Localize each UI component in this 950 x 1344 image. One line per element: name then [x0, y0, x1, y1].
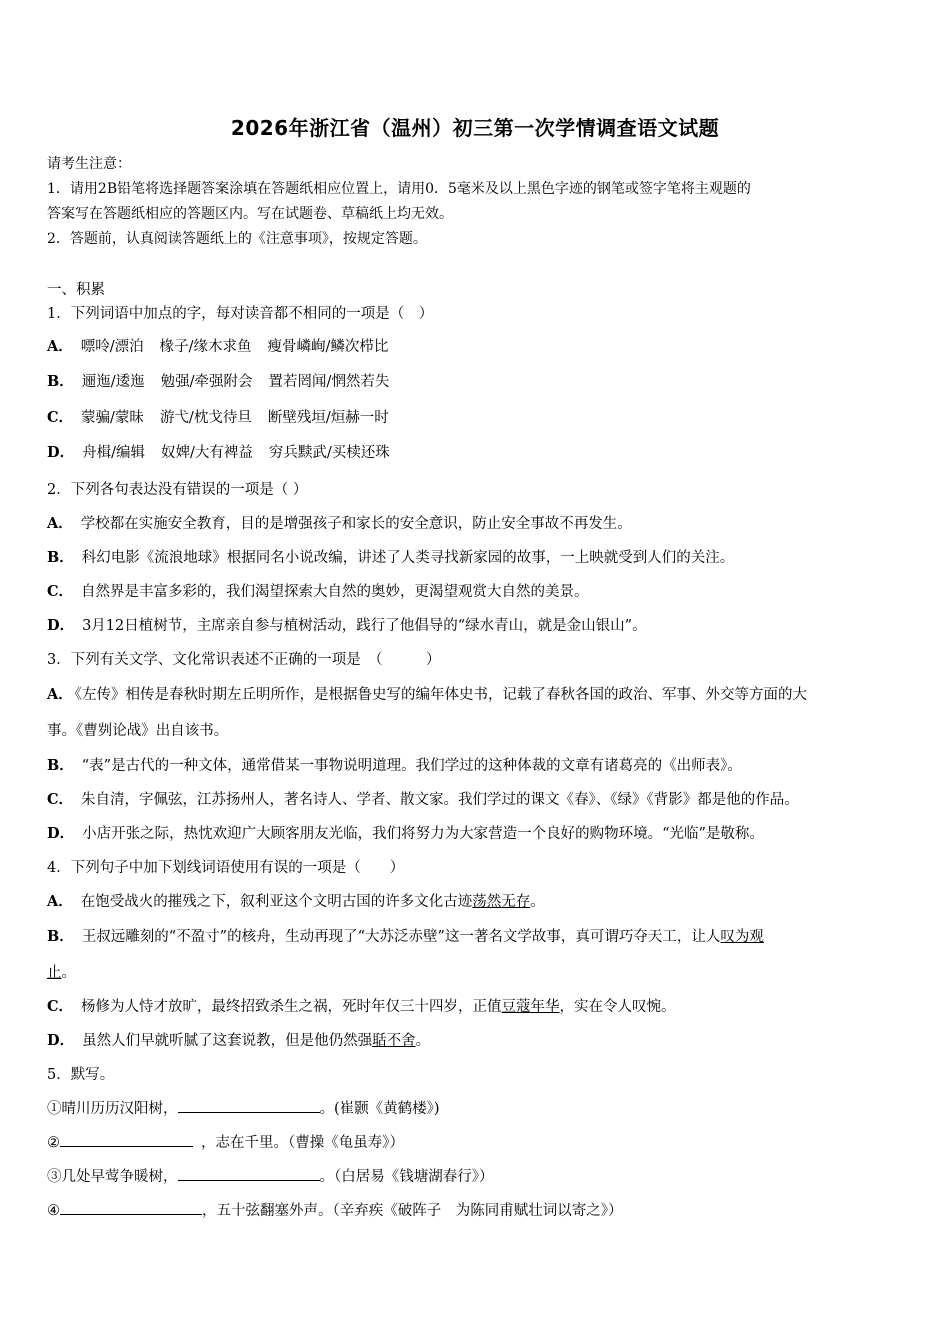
notice-line-1b: 答案写在答题纸相应的答题区内。写在试题卷、草稿纸上均无效。: [47, 206, 453, 222]
dictation-suffix: 。（白居易《钱塘湖春行》）: [319, 1169, 494, 1185]
option-letter: B．: [47, 757, 74, 774]
option-text: 小店开张之际，热忱欢迎广大顾客朋友光临，我们将努力为大家营造一个良好的购物环境。“光临”是敬称。: [82, 826, 764, 842]
answer-blank[interactable]: [60, 1200, 202, 1215]
q3-option-a: [47, 683, 807, 704]
option-part: 穷兵黩武/买椟还珠: [268, 445, 390, 461]
q3-stem: 3．下列有关文学、文化常识表述不正确的一项是 （ ）: [47, 652, 441, 668]
dictation-suffix: ，五十弦翻塞外声。（辛弃疾《破阵子 为陈同甫赋壮词以寄之》）: [202, 1203, 623, 1219]
option-letter: C．: [47, 998, 74, 1015]
dictation-prefix: ④: [47, 1203, 60, 1219]
q1-option-d: [47, 441, 390, 462]
option-letter: B．: [47, 549, 74, 566]
page-title: 2026年浙江省（温州）初三第一次学情调查语文试题: [230, 116, 720, 140]
option-letter: D．: [47, 444, 75, 461]
option-part: 蒙骗/蒙昧: [81, 410, 144, 426]
q2-stem: 2．下列各句表达没有错误的一项是（ ）: [47, 482, 308, 498]
option-part: 置若罔闻/惘然若失: [268, 374, 390, 390]
q5-item-1: [47, 1097, 440, 1118]
option-text: ，实在令人叹惋。: [559, 999, 676, 1015]
option-text: 朱自清，字佩弦，江苏扬州人，著名诗人、学者、散文家。我们学过的课文《春》、《绿》《背影》都是他的作品。: [81, 792, 799, 808]
option-text: 《左传》相传是春秋时期左丘明所作，是根据鲁史写的编年体史书，记载了春秋各国的政治、军事、外交等方面的大: [74, 687, 808, 703]
dictation-prefix: ③几处早莺争暖树，: [47, 1169, 178, 1185]
option-text: 。: [61, 965, 76, 981]
q3-option-b: [47, 754, 742, 775]
option-text: 。: [530, 894, 545, 910]
option-text: 自然界是丰富多彩的，我们渴望探索大自然的奥妙，更渴望观赏大自然的美景。: [81, 584, 589, 600]
q4-option-b: [47, 925, 764, 946]
option-letter: B．: [47, 373, 74, 390]
option-letter: A．: [47, 893, 73, 910]
q1-stem: 1．下列词语中加点的字，每对读音都不相同的一项是（ ）: [47, 306, 434, 322]
q2-option-c: [47, 580, 589, 601]
option-letter: A．: [47, 686, 73, 703]
option-letter: C．: [47, 791, 74, 808]
option-text: 3月12日植树节，主席亲自参与植树活动，践行了他倡导的“绿水青山，就是金山银山”。: [82, 618, 647, 634]
option-part: 奴婢/大有裨益: [160, 445, 253, 461]
option-letter: D．: [47, 825, 75, 842]
answer-blank[interactable]: [60, 1132, 193, 1147]
option-text: 学校都在实施安全教育，目的是增强孩子和家长的安全意识，防止安全事故不再发生。: [80, 516, 632, 532]
option-letter: C．: [47, 583, 74, 600]
option-letter: C．: [47, 409, 74, 426]
option-part: 勉强/牵强附会: [160, 374, 253, 390]
dictation-prefix: ②: [47, 1135, 60, 1151]
section-heading: 一、积累: [47, 282, 105, 298]
underlined-term: 荡然无存: [472, 894, 531, 910]
option-letter: D．: [47, 617, 75, 634]
q3-option-d: [47, 822, 764, 843]
q4-option-c: [47, 995, 676, 1016]
dictation-suffix: ，志在千里。（曹操《龟虽寿》）: [201, 1135, 404, 1151]
option-text: 杨修为人恃才放旷，最终招致杀生之祸，死时年仅三十四岁，正值: [81, 999, 502, 1015]
q2-option-b: [47, 546, 734, 567]
option-part: 逦迤/逶迤: [81, 374, 145, 390]
q4-option-b-cont: [47, 961, 76, 982]
q5-item-2: [47, 1131, 404, 1152]
underlined-term: 止: [47, 965, 62, 981]
underlined-term: 叹为观: [720, 929, 764, 945]
q2-option-d: [47, 614, 647, 635]
q1-option-c: [47, 406, 389, 427]
dictation-prefix: ①晴川历历汉阳树，: [47, 1101, 178, 1117]
q4-stem: 4．下列句子中加下划线词语使用有误的一项是（ ）: [47, 860, 405, 876]
q1-option-b: [47, 370, 389, 391]
notice-line-2: 2．答题前，认真阅读答题纸上的《注意事项》，按规定答题。: [47, 231, 427, 247]
q5-item-4: [47, 1199, 623, 1220]
notice-heading: 请考生注意：: [47, 156, 131, 172]
option-text: 在饱受战火的摧残之下，叙利亚这个文明古国的许多文化古迹: [80, 894, 473, 910]
option-part: 椽子/缘木求鱼: [159, 339, 252, 355]
option-letter: D．: [47, 1032, 75, 1049]
q3-option-a-cont: 事。《曹刿论战》出自该书。: [47, 723, 229, 739]
q4-option-a: [47, 890, 545, 911]
q5-item-3: [47, 1165, 494, 1186]
notice-line-1a: 1．请用2B铅笔将选择题答案涂填在答题纸相应位置上，请用0．5毫米及以上黑色字迹的钢笔或签字笔将主观题的: [47, 181, 751, 197]
option-part: 游弋/枕戈待旦: [159, 410, 252, 426]
option-part: 嘌呤/漂泊: [80, 339, 144, 355]
option-text: 王叔远雕刻的“不盈寸”的核舟，生动再现了“大苏泛赤壁”这一著名文学故事，真可谓巧夺天工，让人: [81, 929, 721, 945]
option-text: 科幻电影《流浪地球》根据同名小说改编，讲述了人类寻找新家园的故事，一上映就受到人们的关注。: [81, 550, 735, 566]
q4-option-d: [47, 1029, 430, 1050]
option-letter: A．: [47, 338, 73, 355]
option-part: 瘦骨嶙峋/鳞次栉比: [267, 339, 389, 355]
option-letter: A．: [47, 515, 73, 532]
option-text: “表”是古代的一种文体，通常借某一事物说明道理。我们学过的这种体裁的文章有诸葛亮的《出师表》。: [81, 758, 742, 774]
q3-option-c: [47, 788, 799, 809]
q5-stem: 5．默写。: [47, 1067, 115, 1083]
option-letter: B．: [47, 928, 74, 945]
underlined-term: 聒不舍: [372, 1033, 416, 1049]
option-text: 。: [415, 1033, 431, 1049]
q1-option-a: [47, 335, 388, 356]
answer-blank[interactable]: [178, 1166, 320, 1181]
option-part: 舟楫/编辑: [82, 445, 145, 461]
q2-option-a: [47, 512, 632, 533]
option-text: 虽然人们早就听腻了这套说教，但是他仍然强: [82, 1033, 373, 1049]
option-part: 断壁残垣/烜赫一时: [267, 410, 389, 426]
underlined-term: 豆蔻年华: [501, 999, 560, 1015]
dictation-suffix: 。(崔颢《黄鹤楼》): [319, 1101, 440, 1117]
answer-blank[interactable]: [178, 1098, 320, 1113]
